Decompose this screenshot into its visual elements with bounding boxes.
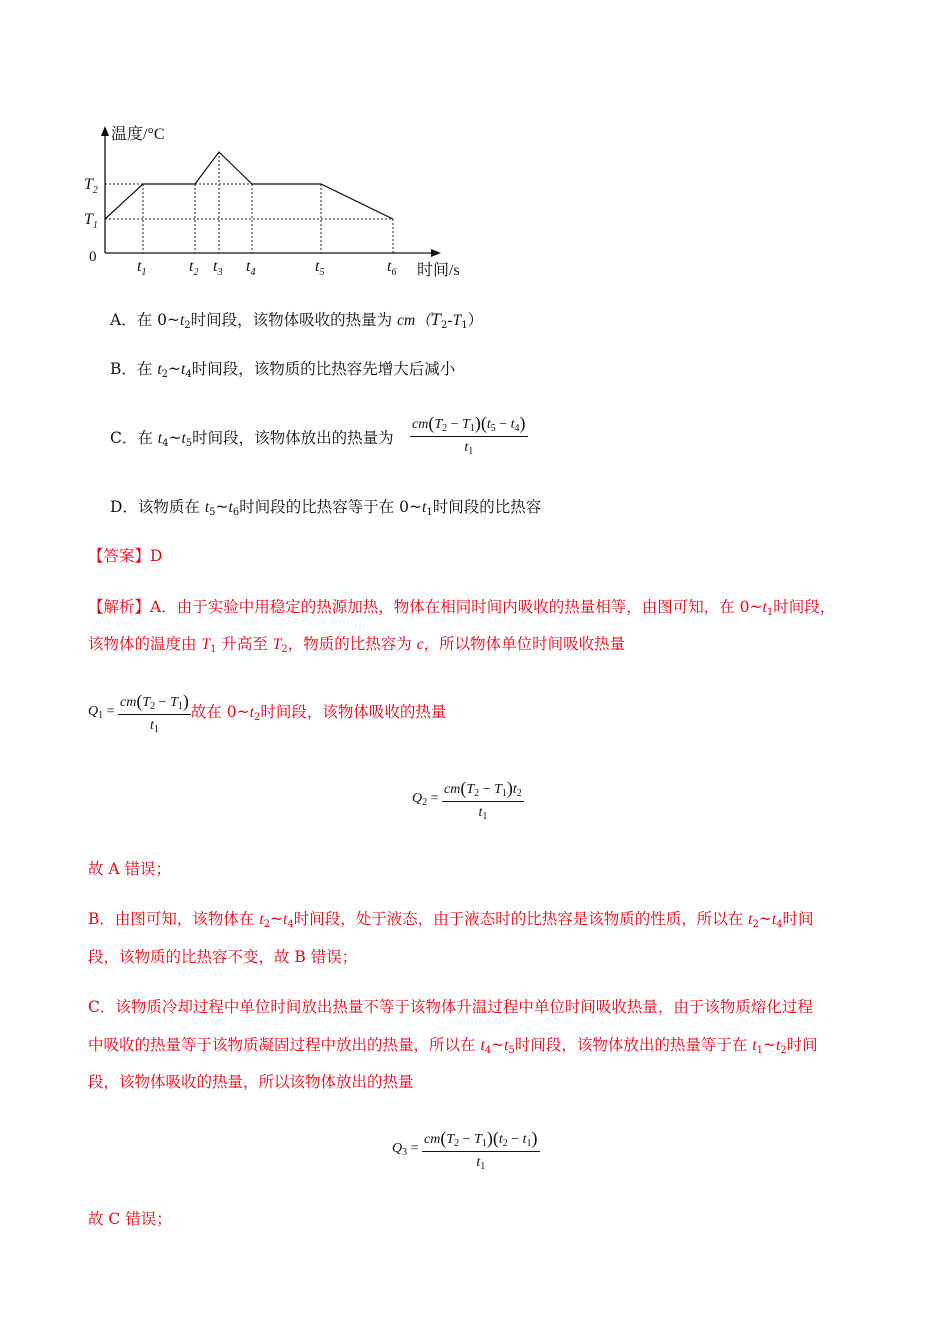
q1-formula: $Q_1$ = $\frac{cm(T_2 - T_1)}{t_1}$ <box>88 691 189 735</box>
x-axis-label: 时间/s <box>417 262 460 279</box>
analysis-text: 时间段，处于液态，由于液态时的比热容是该物质的性质，所以在 <box>293 910 749 928</box>
option-c-tilde: ~ <box>168 429 182 447</box>
analysis-var: c <box>416 636 424 653</box>
series-line <box>105 152 393 219</box>
option-c-formula: $\frac{cm(T_2 - T_1)(t_5 - t_4)}{t_1}$ <box>412 413 526 457</box>
x-tick-t1: $t_1$ <box>137 258 147 278</box>
analysis-text: 时间段，该物体吸收的热量 <box>260 702 447 721</box>
analysis-text: 升高至 <box>216 635 273 653</box>
analysis-var: T <box>272 636 282 653</box>
analysis-text: B．由图可知，该物体在 <box>88 910 260 928</box>
y-axis-label: 温度/°C <box>111 126 165 143</box>
c-wrong: 故 C 错误； <box>88 1210 172 1228</box>
analysis-var: t <box>762 599 767 616</box>
x-tick-t6: $t_6$ <box>387 258 397 278</box>
analysis-sub: 4 <box>484 1045 492 1056</box>
analysis-text: ~ <box>491 1036 505 1054</box>
y-tick-T1: $T_1$ <box>84 211 98 231</box>
answer-value: D <box>150 547 163 565</box>
option-a-mid: 时间段，该物体吸收的热量为 <box>190 311 398 329</box>
option-a-cm: cm <box>397 312 416 329</box>
analysis-var: t <box>249 703 254 721</box>
option-d-s3: 1 <box>426 507 433 518</box>
analysis-sub: 2 <box>780 1045 787 1056</box>
origin-label: 0 <box>89 249 97 265</box>
analysis-var: t <box>480 1037 485 1054</box>
option-b-tilde: ~ <box>168 360 182 378</box>
analysis-text: 中吸收的热量等于该物质凝固过程中放出的热量，所以在 <box>88 1036 481 1054</box>
option-d-s2: 6 <box>232 507 240 518</box>
option-a-sub2: 2 <box>441 320 448 331</box>
analysis-var: t <box>283 911 288 928</box>
option-a <box>110 309 483 332</box>
option-b-t2: t <box>181 361 186 378</box>
option-d-s1: 5 <box>209 507 216 518</box>
option-c-t2: t <box>181 430 186 447</box>
analysis-b-line-1 <box>88 908 814 931</box>
x-tick-t5: $t_5$ <box>315 258 325 278</box>
analysis-text: ，物质的比热容为 <box>287 635 417 653</box>
analysis-bracket: 【解析】 <box>88 598 151 616</box>
x-tick-t4: $t_4$ <box>246 258 256 278</box>
analysis-text: 该物体的温度由 <box>88 635 202 653</box>
analysis-text: ~ <box>758 910 772 928</box>
option-c <box>110 427 394 450</box>
analysis-var: t <box>748 911 753 928</box>
x-tick-t2: $t_2$ <box>189 258 199 278</box>
option-c-s2: 5 <box>185 438 193 449</box>
x-tick-t3: $t_3$ <box>213 258 223 278</box>
analysis-sub: 2 <box>253 711 261 723</box>
answer-bracket: 【答案】 <box>88 547 151 565</box>
analysis-sub: 1 <box>766 607 774 618</box>
option-b-text: 时间段，该物质的比热容先增大后减小 <box>191 360 456 378</box>
analysis-var: T <box>201 636 211 653</box>
option-d-t2: t <box>228 499 233 516</box>
analysis-text: ，所以物体单位时间吸收热量 <box>423 635 626 653</box>
option-d-t3: t <box>422 499 427 516</box>
analysis-text: 时间段，该物体放出的热量等于在 <box>514 1036 753 1054</box>
analysis-var: t <box>752 1037 757 1054</box>
option-a-expr: （T <box>415 311 442 329</box>
analysis-b-line-2: 段，该物质的比热容不变，故 B 错误； <box>88 948 358 966</box>
analysis-text: A．由于实验中用稳定的热源加热，物体在相同时间内吸收的热量相等，由图可知，在 0~ <box>150 598 763 616</box>
option-d-prefix: D．该物质在 <box>110 498 205 516</box>
option-a-prefix: A．在 0~ <box>110 311 180 329</box>
analysis-sub: 1 <box>210 644 217 655</box>
option-a-dash: -T <box>447 312 462 329</box>
y-axis-arrow <box>101 126 109 136</box>
temperature-time-graph <box>75 118 485 288</box>
option-d-t1: t <box>204 499 210 516</box>
option-b-s1: 2 <box>161 369 169 380</box>
analysis-c-line-2 <box>88 1034 818 1057</box>
option-a-t: t <box>179 312 185 329</box>
guide-lines <box>105 152 393 253</box>
option-d <box>110 496 541 519</box>
analysis-sub: 2 <box>281 644 288 655</box>
analysis-line-2 <box>88 633 625 656</box>
analysis-c-line-3: 段，该物体吸收的热量，所以该物体放出的热量 <box>88 1073 414 1091</box>
analysis-text: ~ <box>270 910 284 928</box>
analysis-var: t <box>504 1037 509 1054</box>
q1-after-text <box>191 701 446 724</box>
option-b <box>110 358 455 381</box>
analysis-line-1 <box>88 596 835 619</box>
answer <box>88 545 162 567</box>
analysis-sub: 2 <box>263 919 271 930</box>
y-tick-T2: $T_2$ <box>84 176 98 196</box>
analysis-var: t <box>771 911 777 928</box>
option-b-prefix: B．在 <box>110 360 158 378</box>
analysis-var: t <box>775 1037 781 1054</box>
option-b-s2: 4 <box>185 369 192 380</box>
a-wrong: 故 A 错误； <box>88 860 172 878</box>
analysis-sub: 5 <box>508 1045 515 1056</box>
option-c-text: 时间段，该物体放出的热量为 <box>192 429 394 447</box>
q2-formula: $Q_2$ = $\frac{cm(T_2 - T_1)t_2}{t_1}$ <box>412 778 522 822</box>
option-d-tilde: ~ <box>215 498 229 516</box>
option-a-sub: 2 <box>184 320 191 331</box>
x-axis-arrow <box>431 249 441 257</box>
q3-formula: $Q_3$ = $\frac{cm(T_2 - T_1)(t_2 - t_1)}{t_1}$ <box>392 1128 538 1172</box>
analysis-sub: 4 <box>287 919 294 930</box>
analysis-sub: 2 <box>752 919 759 930</box>
analysis-text: 时间 <box>786 1036 818 1054</box>
option-b-t1: t <box>157 361 162 378</box>
option-c-s1: 4 <box>162 438 169 449</box>
analysis-sub: 1 <box>756 1045 763 1056</box>
option-a-close: ） <box>467 311 484 329</box>
option-d-mid: 时间段的比热容等于在 0~ <box>239 498 423 516</box>
axes <box>101 126 441 257</box>
analysis-c-line-1: C．该物质冷却过程中单位时间放出热量不等于该物体升温过程中单位时间吸收热量，由于该物质熔化过程 <box>88 998 813 1016</box>
option-c-prefix: C．在 <box>110 429 158 447</box>
chart-labels <box>84 125 460 279</box>
analysis-text: 时间段， <box>773 598 836 616</box>
analysis-text: ~ <box>762 1036 776 1054</box>
q1-line <box>88 690 446 734</box>
option-c-t1: t <box>157 430 163 447</box>
option-a-sub3: 1 <box>461 320 468 331</box>
option-d-text: 时间段的比热容 <box>432 498 542 516</box>
analysis-text: 时间 <box>782 910 814 928</box>
analysis-sub: 4 <box>776 919 783 930</box>
analysis-var: t <box>259 911 264 928</box>
analysis-text: 故在 0~ <box>190 702 250 721</box>
